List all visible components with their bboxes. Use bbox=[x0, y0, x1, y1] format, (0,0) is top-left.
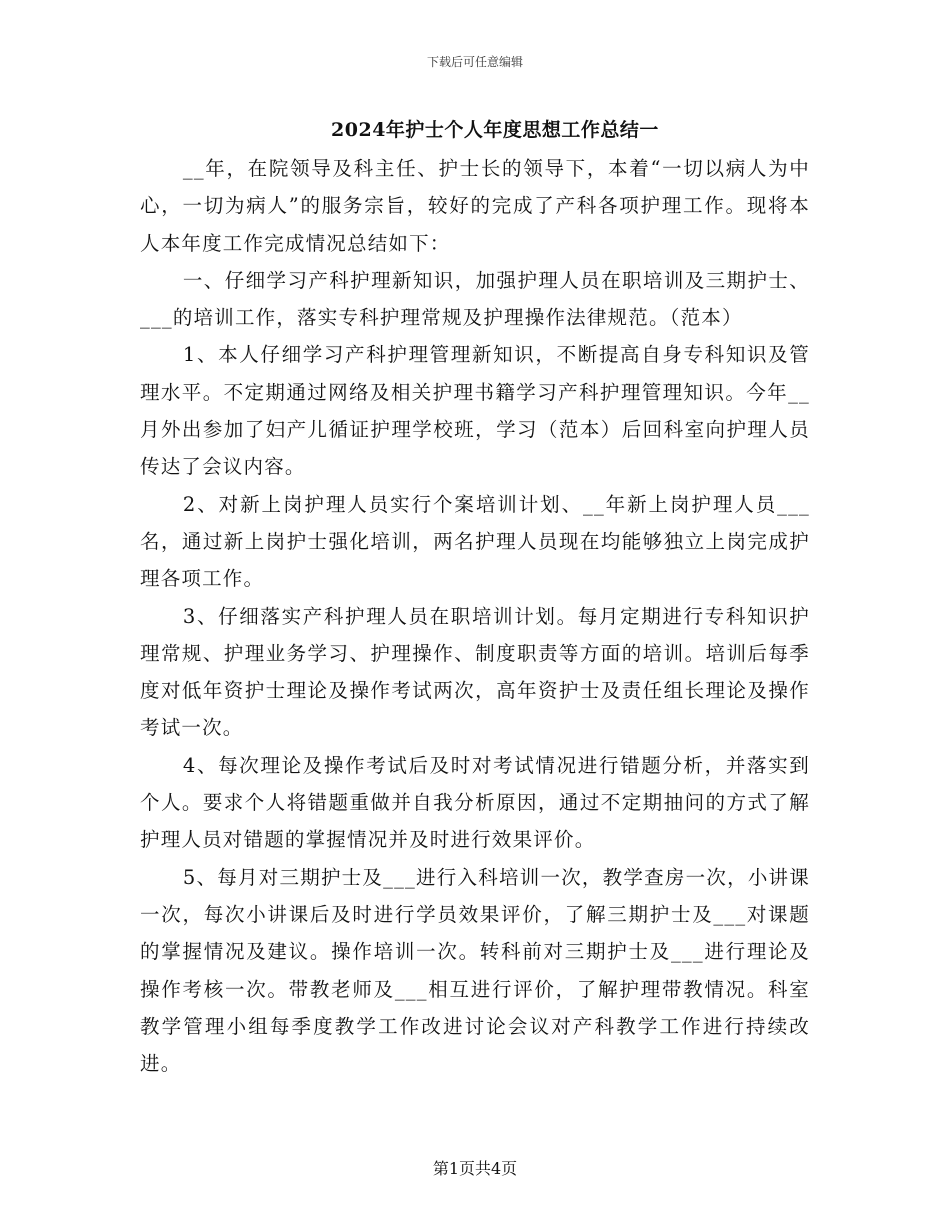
paragraph-item-4: 4、每次理论及操作考试后及时对考试情况进行错题分析，并落实到个人。要求个人将错题重做并自我分析原因，通过不定期抽问的方式了解护理人员对错题的掌握情况并及时进行效果评价。 bbox=[140, 753, 810, 852]
paragraph-item-1: 1、本人仔细学习产科护理管理新知识，不断提高自身专科知识及管理水平。不定期通过网络及相关护理书籍学习产科护理管理知识。今年__月外出参加了妇产儿循证护理学校班，学习（范本）后回科室向护理人员传达了会议内容。 bbox=[140, 343, 810, 479]
paragraph-item-5: 5、每月对三期护士及___进行入科培训一次，教学查房一次，小讲课一次，每次小讲课后及时进行学员效果评价，了解三期护士及___对课题的掌握情况及建议。操作培训一次。转科前对三期护士及___进行理论及操作考核一次。带教老师及___相互进行评价，了解护理带教情况。科室教学管理小组每季度教学工作改进讨论会议对产科教学工作进行持续改进。 bbox=[140, 865, 810, 1076]
paragraph-item-3: 3、仔细落实产科护理人员在职培训计划。每月定期进行专科知识护理常规、护理业务学习、护理操作、制度职责等方面的培训。培训后每季度对低年资护士理论及操作考试两次，高年资护士及责任组长理论及操作考试一次。 bbox=[140, 604, 810, 740]
paragraph-intro: __年，在院领导及科主任、护士长的领导下，本着“一切以病人为中心，一切为病人”的服务宗旨，较好的完成了产科各项护理工作。现将本人本年度工作完成情况总结如下： bbox=[140, 157, 810, 255]
paragraph-section-1: 一、仔细学习产科护理新知识，加强护理人员在职培训及三期护士、___的培训工作，落实专科护理常规及护理操作法律规范。（范本） bbox=[140, 268, 810, 330]
paragraph-item-2: 2、对新上岗护理人员实行个案培训计划、__年新上岗护理人员___名，通过新上岗护士强化培训，两名护理人员现在均能够独立上岗完成护理各项工作。 bbox=[140, 492, 810, 591]
document-body bbox=[140, 150, 810, 1082]
page-number-footer: 第1页共4页 bbox=[432, 1159, 518, 1178]
header-note: 下载后可任意编辑 bbox=[426, 55, 523, 69]
document-title: 2024年护士个人年度思想工作总结一 bbox=[331, 119, 659, 141]
